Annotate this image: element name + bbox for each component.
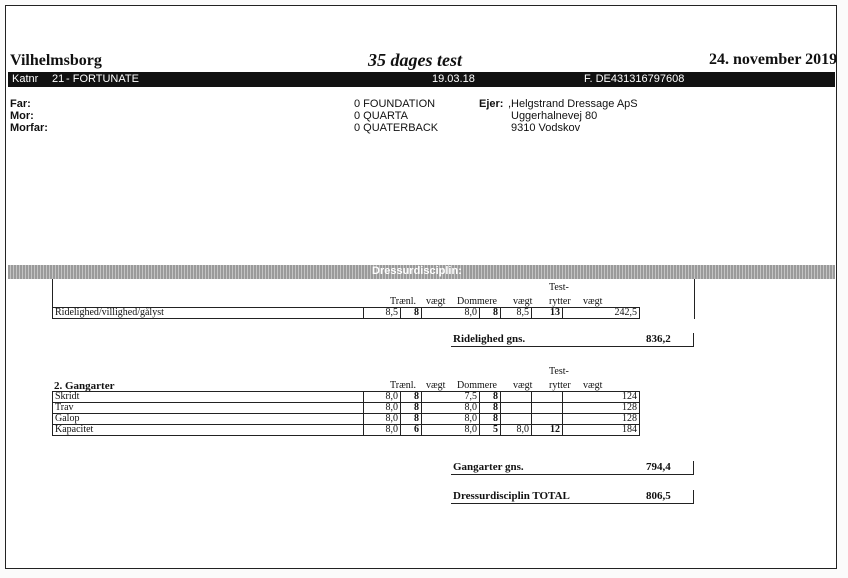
col-header-rytter: rytter bbox=[549, 380, 571, 391]
row-rytter: 8,5 bbox=[501, 308, 532, 319]
summary2-bracket bbox=[693, 461, 694, 475]
row-vaegt3 bbox=[532, 414, 563, 425]
row-rytter bbox=[501, 403, 532, 414]
catalog-label: Katnr bbox=[12, 73, 39, 85]
summary1-bracket bbox=[693, 333, 694, 347]
venue-title: Vilhelmsborg bbox=[10, 52, 102, 69]
row-name: Skridt bbox=[53, 392, 364, 403]
row-dommere: 7,5 bbox=[422, 392, 480, 403]
catalog-number: 21 bbox=[52, 73, 65, 85]
dam-label: Mor: bbox=[10, 110, 34, 122]
col-header-vaegt2: vægt bbox=[513, 380, 533, 391]
col-header-traenl: Trænl. bbox=[390, 380, 417, 391]
summary2-value: 794,4 bbox=[646, 461, 671, 473]
row-vaegt1: 8 bbox=[401, 308, 422, 319]
col-header-vaegt3: vægt bbox=[583, 296, 603, 307]
dam-value: 0 QUARTA bbox=[354, 110, 408, 122]
col-header-traenl: Trænl. bbox=[390, 296, 417, 307]
section-title: Dressurdisciplin: bbox=[372, 265, 462, 277]
col-header-dommere: Dommere bbox=[457, 380, 497, 391]
summary2-label: Gangarter gns. bbox=[453, 461, 524, 473]
row-rytter: 8,0 bbox=[501, 425, 532, 436]
row-vaegt3 bbox=[532, 403, 563, 414]
row-total: 128 bbox=[563, 403, 640, 414]
document-page bbox=[5, 5, 837, 569]
row-dommere: 8,0 bbox=[422, 414, 480, 425]
catalog-bar bbox=[8, 72, 835, 87]
col-header-rytter: rytter bbox=[549, 296, 571, 307]
row-vaegt1: 8 bbox=[401, 414, 422, 425]
table2-grid bbox=[52, 391, 640, 436]
sire-label: Far: bbox=[10, 98, 31, 110]
dam-sire-label: Morfar: bbox=[10, 122, 48, 134]
owner-label: Ejer: bbox=[479, 98, 504, 110]
row-vaegt3 bbox=[532, 392, 563, 403]
row-vaegt2: 8 bbox=[480, 392, 501, 403]
row-vaegt2: 8 bbox=[480, 403, 501, 414]
table-row bbox=[53, 308, 640, 319]
row-dommere: 8,0 bbox=[422, 425, 480, 436]
row-vaegt3: 12 bbox=[532, 425, 563, 436]
row-traenl: 8,5 bbox=[364, 308, 401, 319]
col-header-dommere: Dommere bbox=[457, 296, 497, 307]
col-header-test: Test- bbox=[549, 282, 569, 293]
row-name: Kapacitet bbox=[53, 425, 364, 436]
dam-sire-value: 0 QUATERBACK bbox=[354, 122, 439, 134]
summary3-underline bbox=[451, 503, 693, 504]
test-title: 35 dages test bbox=[368, 50, 462, 70]
col-header-vaegt1: vægt bbox=[426, 380, 446, 391]
row-traenl: 8,0 bbox=[364, 414, 401, 425]
sire-value: 0 FOUNDATION bbox=[354, 98, 436, 110]
col-header-vaegt2: vægt bbox=[513, 296, 533, 307]
row-name: Galop bbox=[53, 414, 364, 425]
row-vaegt2: 8 bbox=[480, 308, 501, 319]
row-rytter bbox=[501, 414, 532, 425]
horse-name: - FORTUNATE bbox=[66, 73, 139, 85]
table2-title: 2. Gangarter bbox=[54, 380, 115, 392]
col-header-vaegt3: vægt bbox=[583, 380, 603, 391]
summary3-label: Dressurdisciplin TOTAL bbox=[453, 490, 570, 502]
row-traenl: 8,0 bbox=[364, 425, 401, 436]
document-date: 24. november 2019 bbox=[709, 51, 838, 68]
row-rytter bbox=[501, 392, 532, 403]
table-row bbox=[53, 414, 640, 425]
table-row bbox=[53, 392, 640, 403]
col-header-test: Test- bbox=[549, 366, 569, 377]
col-header-vaegt1: vægt bbox=[426, 296, 446, 307]
row-vaegt1: 8 bbox=[401, 392, 422, 403]
row-traenl: 8,0 bbox=[364, 392, 401, 403]
section-right-rule bbox=[694, 279, 695, 319]
row-vaegt1: 6 bbox=[401, 425, 422, 436]
row-dommere: 8,0 bbox=[422, 308, 480, 319]
registration-number: F. DE431316797608 bbox=[584, 73, 685, 85]
summary3-value: 806,5 bbox=[646, 490, 671, 502]
summary3-bracket bbox=[693, 490, 694, 504]
row-total: 124 bbox=[563, 392, 640, 403]
row-vaegt2: 8 bbox=[480, 414, 501, 425]
section-banner bbox=[8, 265, 835, 279]
row-dommere: 8,0 bbox=[422, 403, 480, 414]
summary2-underline bbox=[451, 474, 693, 475]
row-name: Ridelighed/villighed/gålyst bbox=[53, 308, 364, 319]
row-vaegt3: 13 bbox=[532, 308, 563, 319]
row-total: 242,5 bbox=[563, 308, 640, 319]
table-row bbox=[53, 403, 640, 414]
row-vaegt1: 8 bbox=[401, 403, 422, 414]
table1-grid bbox=[52, 307, 640, 319]
table-row bbox=[53, 425, 640, 436]
row-vaegt2: 5 bbox=[480, 425, 501, 436]
owner-city: 9310 Vodskov bbox=[511, 122, 581, 134]
birth-date: 19.03.18 bbox=[432, 73, 475, 85]
owner-name: ,Helgstrand Dressage ApS bbox=[508, 98, 638, 110]
row-name: Trav bbox=[53, 403, 364, 414]
row-total: 184 bbox=[563, 425, 640, 436]
summary1-underline bbox=[451, 346, 693, 347]
summary1-label: Ridelighed gns. bbox=[453, 333, 526, 345]
row-total: 128 bbox=[563, 414, 640, 425]
row-traenl: 8,0 bbox=[364, 403, 401, 414]
owner-street: Uggerhalnevej 80 bbox=[511, 110, 598, 122]
summary1-value: 836,2 bbox=[646, 333, 671, 345]
